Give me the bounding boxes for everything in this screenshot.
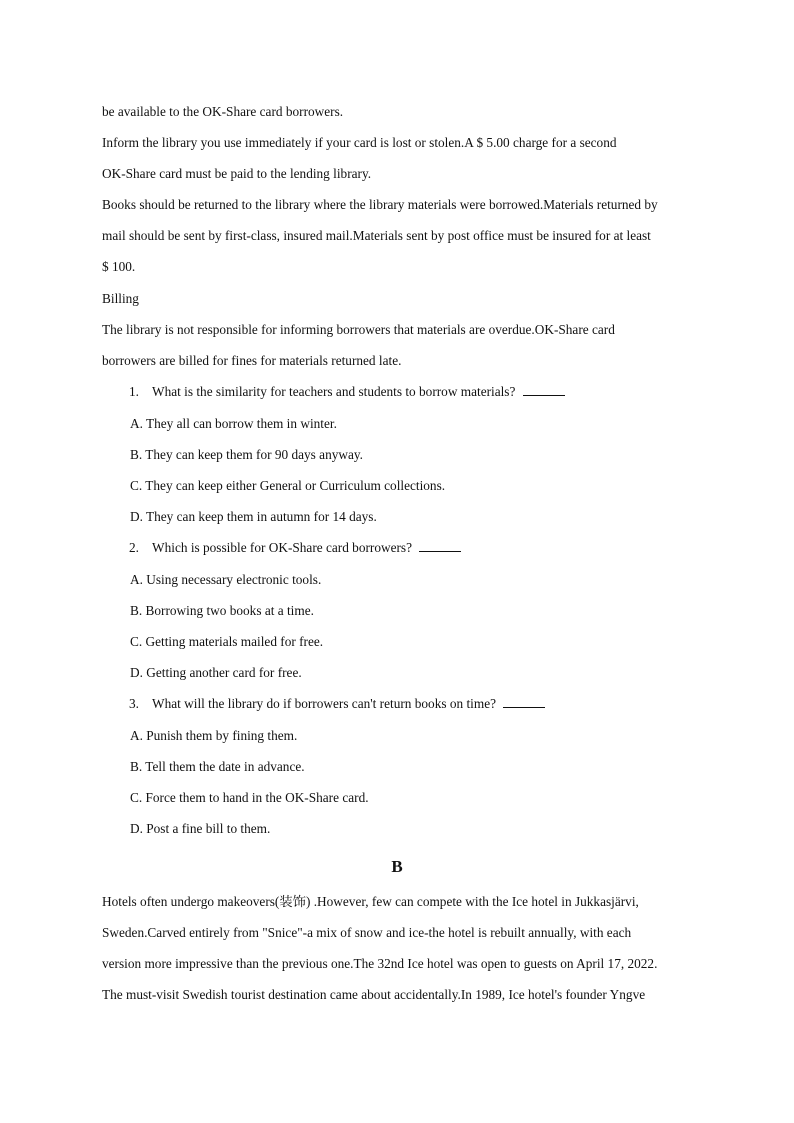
option-a: A. They all can borrow them in winter. bbox=[130, 416, 337, 431]
option-d: D. Getting another card for free. bbox=[130, 665, 302, 680]
passage-a-line: mail should be sent by first-class, insured mail.Materials sent by post office must be insured for at least bbox=[102, 228, 651, 243]
option-b: B. Tell them the date in advance. bbox=[130, 759, 305, 774]
option-b: B. Borrowing two books at a time. bbox=[130, 603, 314, 618]
billing-text-line: borrowers are billed for fines for materials returned late. bbox=[102, 353, 402, 368]
question-stem: What is the similarity for teachers and students to borrow materials? bbox=[152, 384, 516, 399]
passage-b-line: Hotels often undergo makeovers(装饰) .However, few can compete with the Ice hotel in Jukkasjärvi, bbox=[102, 894, 639, 909]
option-c: C. Getting materials mailed for free. bbox=[130, 634, 324, 649]
billing-text-line: The library is not responsible for informing borrowers that materials are overdue.OK-Share card bbox=[102, 322, 615, 337]
passage-a-line: Inform the library you use immediately if your card is lost or stolen.A $ 5.00 charge for a second bbox=[102, 135, 617, 150]
passage-b-line: Sweden.Carved entirely from "Snice"-a mix of snow and ice-the hotel is rebuilt annually, with each bbox=[102, 925, 632, 940]
option-a: A. Punish them by fining them. bbox=[130, 728, 298, 743]
question-number: 3. bbox=[129, 696, 139, 711]
option-c: C. Force them to hand in the OK-Share card. bbox=[130, 790, 369, 805]
option-c: C. They can keep either General or Curriculum collections. bbox=[130, 478, 446, 493]
passage-a-line: $ 100. bbox=[102, 259, 136, 274]
question-stem: What will the library do if borrowers can't return books on time? bbox=[152, 696, 496, 711]
answer-blank bbox=[419, 540, 461, 552]
question-number: 1. bbox=[129, 384, 139, 399]
question-3 bbox=[129, 696, 545, 712]
passage-b-line: The must-visit Swedish tourist destination came about accidentally.In 1989, Ice hotel's founder Yngve bbox=[102, 987, 646, 1002]
passage-b-line: version more impressive than the previous one.The 32nd Ice hotel was open to guests on April 17, 2022. bbox=[102, 956, 658, 971]
question-2 bbox=[129, 540, 461, 556]
option-a: A. Using necessary electronic tools. bbox=[130, 572, 322, 587]
passage-a-line: Books should be returned to the library where the library materials were borrowed.Materials returned by bbox=[102, 197, 658, 212]
question-stem: Which is possible for OK-Share card borrowers? bbox=[152, 540, 412, 555]
billing-heading: Billing bbox=[102, 291, 139, 306]
option-b: B. They can keep them for 90 days anyway. bbox=[130, 447, 363, 462]
option-d: D. Post a fine bill to them. bbox=[130, 821, 271, 836]
answer-blank bbox=[523, 384, 565, 396]
passage-a-line: OK-Share card must be paid to the lending library. bbox=[102, 166, 372, 181]
question-number: 2. bbox=[129, 540, 139, 555]
question-1 bbox=[129, 384, 565, 400]
passage-a-line: be available to the OK-Share card borrowers. bbox=[102, 104, 344, 119]
section-b-heading: B bbox=[391, 857, 403, 876]
answer-blank bbox=[503, 696, 545, 708]
option-d: D. They can keep them in autumn for 14 days. bbox=[130, 509, 377, 524]
